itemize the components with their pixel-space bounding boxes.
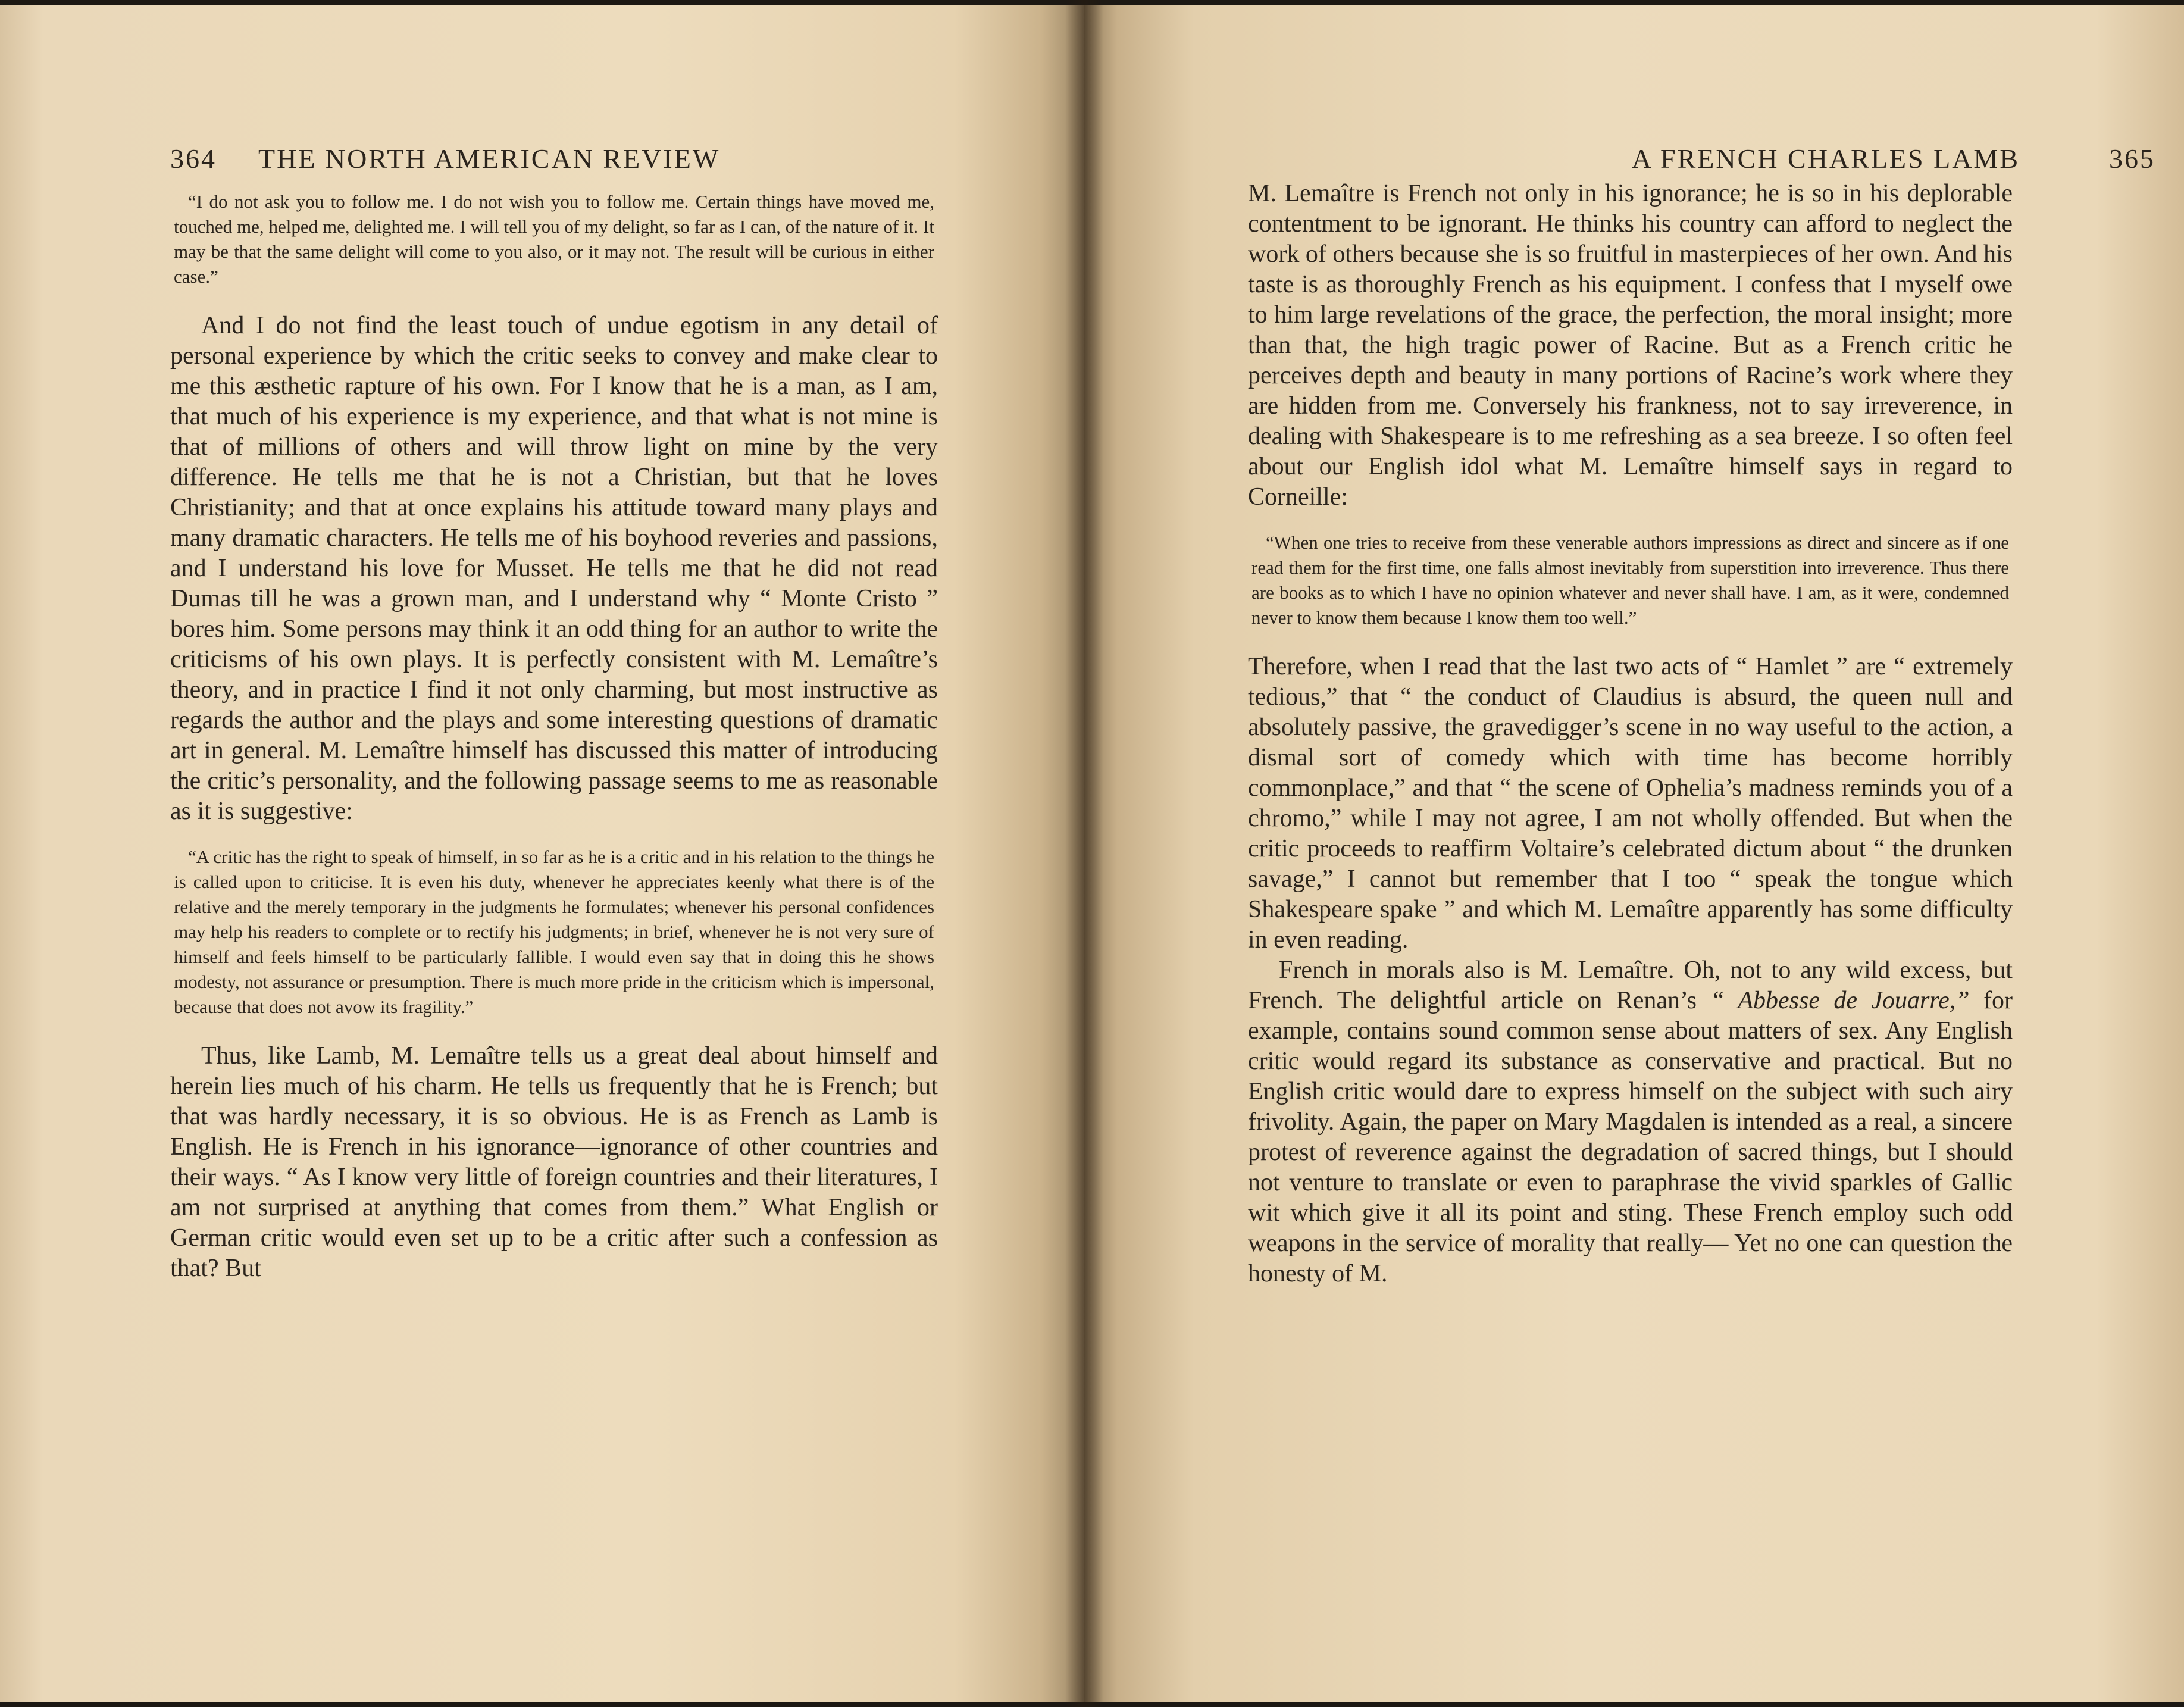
- abbesse-title: “ Abbesse de Jouarre,”: [1710, 987, 1970, 1014]
- block-quote-1: “I do not ask you to follow me. I do not wish you to follow me. Certain things have moved me, touched me, helped me, delighted me. I will tell you of my delight, so far as I can, of the nature of it. It may be that the same delight will come to you also, or it may not. The result will be curious in either case.”: [174, 191, 934, 287]
- left-page-content: [170, 189, 938, 1284]
- body-paragraph-2: Thus, like Lamb, M. Lemaître tells us a great deal about himself and herein lies much of his charm. He tells us frequently that he is French; but that was hardly necessary, it is so obvious. He is as French as Lamb is English. He is French in his ignorance—ignorance of other countries and their ways. “ As I know very little of foreign countries and their literatures, I am not surprised at anything that comes from them.” What English or German critic would even set up to be a critic after such a confession as that? But: [170, 1042, 938, 1282]
- book-gutter: [1065, 0, 1103, 1707]
- page-number-364: 364: [170, 143, 217, 174]
- left-page: [0, 5, 1084, 1702]
- journal-title: THE NORTH AMERICAN REVIEW: [258, 143, 721, 174]
- right-running-head: [1406, 143, 2155, 174]
- block-quote-2: “A critic has the right to speak of himself, in so far as he is a critic and in his relation to the things he is called upon to criticise. It is even his duty, whenever he appreciates keenly what there is of the relative and the merely temporary in the judgments he formulates; whenever his personal confidences may help his readers to complete or to rectify his judgments; in brief, whenever he is not very sure of himself and feels himself to be particularly fallible. I would even say that in doing this he shows modesty, not assurance or presumption. There is much more pride in the criticism which is impersonal, because that does not avow its fragility.”: [174, 846, 934, 1017]
- right-page-content: [1248, 179, 2013, 1289]
- paragraph-4-start: French in morals also is M. Lemaître. Oh, not to any wild excess, but French. The delightful article on Renan’s: [1248, 956, 2013, 1014]
- block-quote-3: “When one tries to receive from these venerable authors impressions as direct and sincere as if one read them for the first time, one falls almost inevitably from superstition into irreverence. Thus there are books as to which I have no opinion whatever and never shall have. I am, as it were, condemned never to know them because I know them too well.”: [1251, 532, 2009, 628]
- paragraph-4-rest: for example, contains sound common sense about matters of sex. Any English critic would regard its substance as conservative and practical. But no English critic would dare to express himself on the subject with such airy frivolity. Again, the paper on Mary Magdalen is intended as a real, a sincere protest of reverence against the degradation of sacred things, but I should not venture to translate or even to paraphrase the vivid sparkles of Gallic wit which give it all its point and sting. These French employ such odd weapons in the service of morality that really— Yet no one can question the honesty of M.: [1248, 987, 2013, 1287]
- body-paragraph-3: Therefore, when I read that the last two acts of “ Hamlet ” are “ extremely tedious,” that “ the conduct of Claudius is absurd, the queen null and absolutely passive, the gravedigger’s scene in no way useful to the action, a dismal sort of comedy which with time has become horribly commonplace,” and that “ the scene of Ophelia’s madness reminds you of a chromo,” while I may not agree, I am not wholly offended. But when the critic proceeds to reaffirm Voltaire’s celebrated dictum about “ the drunken savage,” I cannot but remember that I too “ speak the tongue which Shakespeare spake ” and which M. Lemaître apparently has some difficulty in even reading.: [1248, 653, 2013, 953]
- body-paragraph-4: [1248, 955, 2013, 1289]
- body-paragraph-1: And I do not find the least touch of undue egotism in any detail of personal experience by which the critic seeks to convey and make clear to me this æsthetic rapture of his own. For I know that he is a man, as I am, that much of his experience is my experience, and that what is not mine is that of millions of others and will throw light on mine by the very difference. He tells me that he is not a Christian, but that he loves Christianity; and that at once explains his attitude toward many plays and many dramatic characters. He tells me of his boyhood reveries and passions, and I understand his love for Musset. He tells me that he did not read Dumas till he was a grown man, and I understand why “ Monte Cristo ” bores him. Some persons may think it an odd thing for an author to write the criticisms of his own plays. It is perfectly consistent with M. Lemaître’s theory, and in practice I find it not only charming, but most instructive as regards the author and the plays and some interesting questions of dramatic art in general. M. Lemaître himself has discussed this matter of introducing the critic’s personality, and the following passage seems to me as reasonable as it is suggestive:: [170, 312, 938, 825]
- page-number-365: 365: [2109, 143, 2155, 174]
- article-title: A FRENCH CHARLES LAMB: [1631, 143, 2020, 174]
- right-page: [1084, 5, 2184, 1702]
- left-running-head: [170, 143, 944, 174]
- body-paragraph-continued: M. Lemaître is French not only in his ignorance; he is so in his deplorable contentment to be ignorant. He thinks his country can afford to neglect the work of others because she is so fruitful in masterpieces of her own. And his taste is as thoroughly French as his equipment. I confess that I myself owe to him large revelations of the grace, the perfection, the moral insight; more than that, the high tragic power of Racine. But as a French critic he perceives depth and beauty in many portions of Racine’s work where they are hidden from me. Conversely his frankness, not to say irreverence, in dealing with Shakespeare is to me refreshing as a sea breeze. I so often feel about our English idol what M. Lemaître himself says in regard to Corneille:: [1248, 180, 2013, 511]
